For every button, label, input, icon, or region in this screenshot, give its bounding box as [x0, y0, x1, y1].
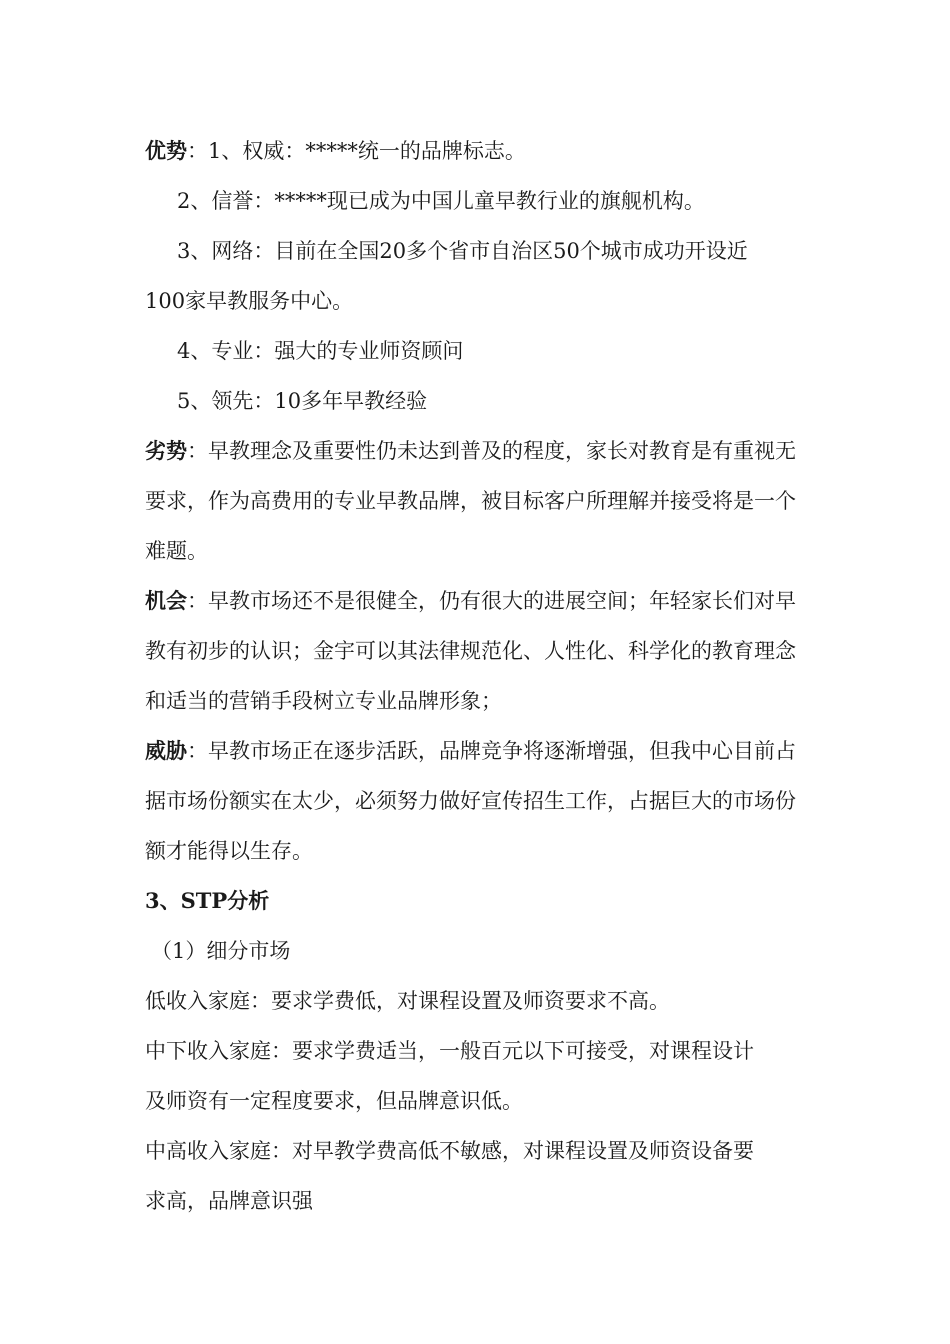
stp-heading: 3、STP分析: [145, 888, 270, 913]
strengths-item-3: 3、网络：目前在全国20多个省市自治区50个城市成功开设近: [177, 239, 748, 263]
opportunities-label: 机会: [145, 588, 187, 613]
threats-line-2: 据市场份额实在太少，必须努力做好宣传招生工作，占据巨大的市场份: [145, 789, 796, 813]
weaknesses-line-3: 难题。: [145, 539, 208, 563]
strengths-item-2: 2、信誉：*****现已成为中国儿童早教行业的旗舰机构。: [177, 189, 705, 213]
strengths-item-4: 4、专业：强大的专业师资顾问: [177, 339, 464, 363]
opportunities-text-1: ：早教市场还不是很健全，仍有很大的进展空间；年轻家长们对早: [187, 589, 796, 613]
threats-text-1: ：早教市场正在逐步活跃，品牌竞争将逐渐增强，但我中心目前占: [187, 739, 796, 763]
strengths-item-3-cont: 100家早教服务中心。: [145, 289, 354, 313]
strengths-label: 优势: [145, 138, 187, 163]
stp-line-2: 中下收入家庭：要求学费适当，一般百元以下可接受，对课程设计: [145, 1039, 754, 1063]
strengths-item-1: 1、权威：*****统一的品牌标志。: [208, 139, 526, 163]
stp-line-3: 及师资有一定程度要求，但品牌意识低。: [145, 1089, 523, 1113]
weaknesses-label: 劣势: [145, 438, 187, 463]
threats-label: 威胁: [145, 738, 187, 763]
stp-line-1: 低收入家庭：要求学费低，对课程设置及师资要求不高。: [145, 989, 670, 1013]
stp-line-4: 中高收入家庭：对早教学费高低不敏感，对课程设置及师资设备要: [145, 1139, 754, 1163]
stp-line-5: 求高，品牌意识强: [145, 1189, 313, 1213]
opportunities-line-1: [145, 576, 800, 626]
document-body: [145, 126, 800, 1226]
weaknesses-text-1: ：早教理念及重要性仍未达到普及的程度，家长对教育是有重视无: [187, 439, 796, 463]
weaknesses-line-2: 要求，作为高费用的专业早教品牌，被目标客户所理解并接受将是一个: [145, 489, 796, 513]
threats-line-3: 额才能得以生存。: [145, 839, 313, 863]
strengths-item-5: 5、领先：10多年早教经验: [177, 389, 428, 413]
strengths-line-1: [145, 126, 800, 176]
weaknesses-line-1: [145, 426, 800, 476]
stp-subheading: （1）细分市场: [151, 939, 291, 963]
threats-line-1: [145, 726, 800, 776]
opportunities-line-2: 教有初步的认识；金宇可以其法律规范化、人性化、科学化的教育理念: [145, 639, 796, 663]
strengths-sep: ：: [187, 139, 208, 163]
opportunities-line-3: 和适当的营销手段树立专业品牌形象；: [145, 689, 502, 713]
